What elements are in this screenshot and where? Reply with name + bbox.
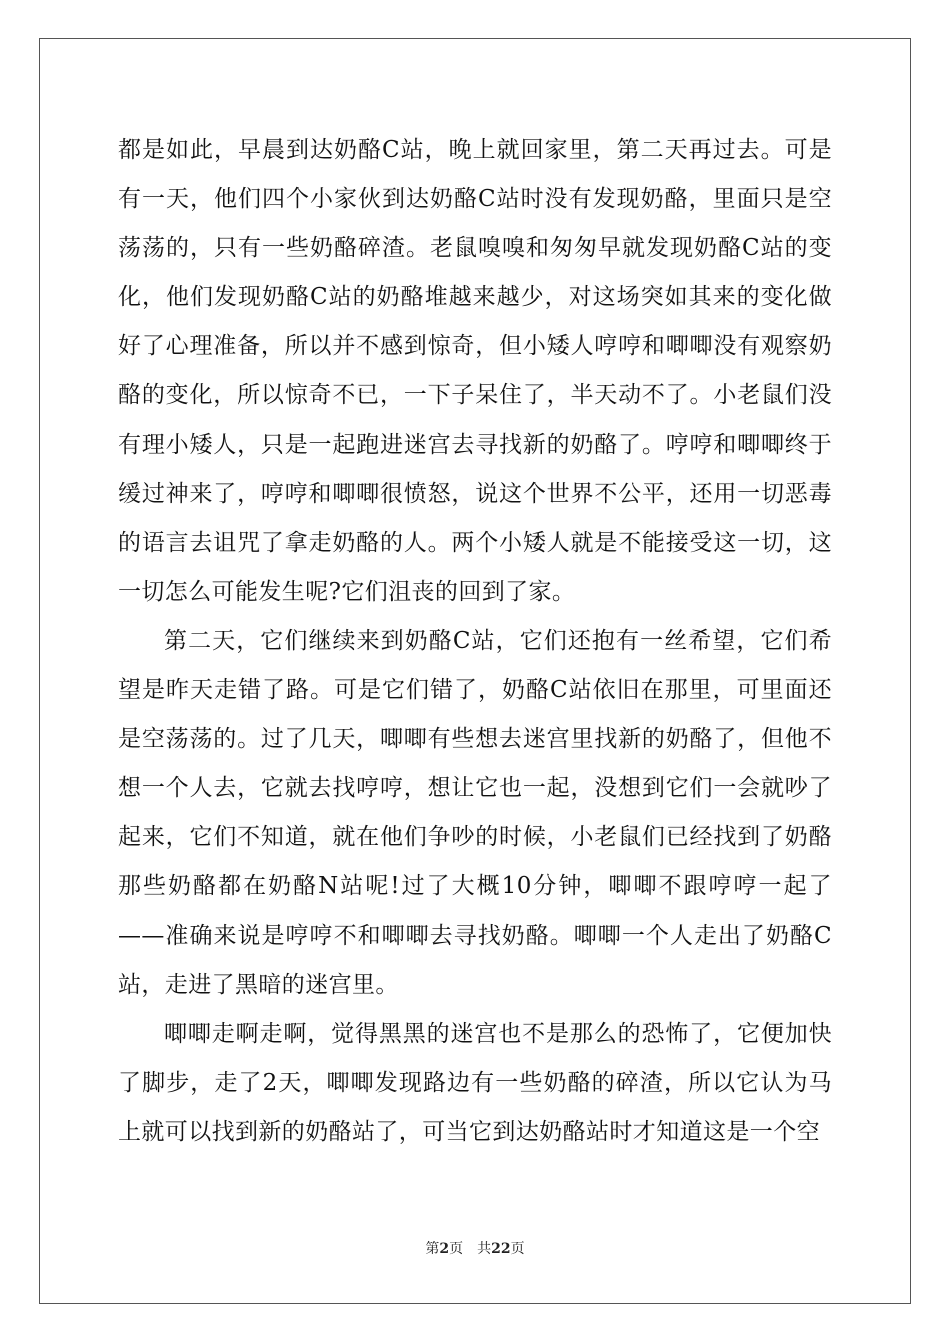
document-body (118, 126, 832, 1157)
paragraph-2: 第二天，它们继续来到奶酪C站，它们还抱有一丝希望，它们希望是昨天走错了路。可是它们错了，奶酪C站依旧在那里，可里面还是空荡荡的。过了几天，唧唧有些想去迷宫里找新的奶酪了，但他不想一个人去，它就去找哼哼，想让它也一起，没想到它们一会就吵了起来，它们不知道，就在他们争吵的时候，小老鼠们已经找到了奶酪那些奶酪都在奶酪N站呢!过了大概10分钟，唧唧不跟哼哼一起了——准确来说是哼哼不和唧唧去寻找奶酪。唧唧一个人走出了奶酪C站，走进了黑暗的迷宫里。 (118, 627, 832, 998)
page-number: 2 (439, 1241, 450, 1257)
total-prefix: 共 (477, 1241, 492, 1257)
paragraph-1: 都是如此，早晨到达奶酪C站，晚上就回家里，第二天再过去。可是有一天，他们四个小家伙到达奶酪C站时没有发现奶酪，里面只是空荡荡的，只有一些奶酪碎渣。老鼠嗅嗅和匆匆早就发现奶酪C站的变化，他们发现奶酪C站的奶酪堆越来越少，对这场突如其来的变化做好了心理准备，所以并不感到惊奇，但小矮人哼哼和唧唧没有观察奶酪的变化，所以惊奇不已，一下子呆住了，半天动不了。小老鼠们没有理小矮人，只是一起跑进迷宫去寻找新的奶酪了。哼哼和唧唧终于缓过神来了，哼哼和唧唧很愤怒，说这个世界不公平，还用一切恶毒的语言去诅咒了拿走奶酪的人。两个小矮人就是不能接受这一切，这一切怎么可能发生呢?它们沮丧的回到了家。 (118, 137, 832, 605)
total-pages: 22 (491, 1241, 511, 1257)
page-suffix: 页 (449, 1241, 464, 1257)
total-suffix: 页 (510, 1241, 525, 1257)
paragraph-3: 唧唧走啊走啊，觉得黑黑的迷宫也不是那么的恐怖了，它便加快了脚步，走了2天，唧唧发现路边有一些奶酪的碎渣，所以它认为马上就可以找到新的奶酪站了，可当它到达奶酪站时才知道这是一个空 (118, 1020, 832, 1145)
page-prefix: 第 (425, 1241, 440, 1257)
page-footer (0, 1238, 950, 1258)
